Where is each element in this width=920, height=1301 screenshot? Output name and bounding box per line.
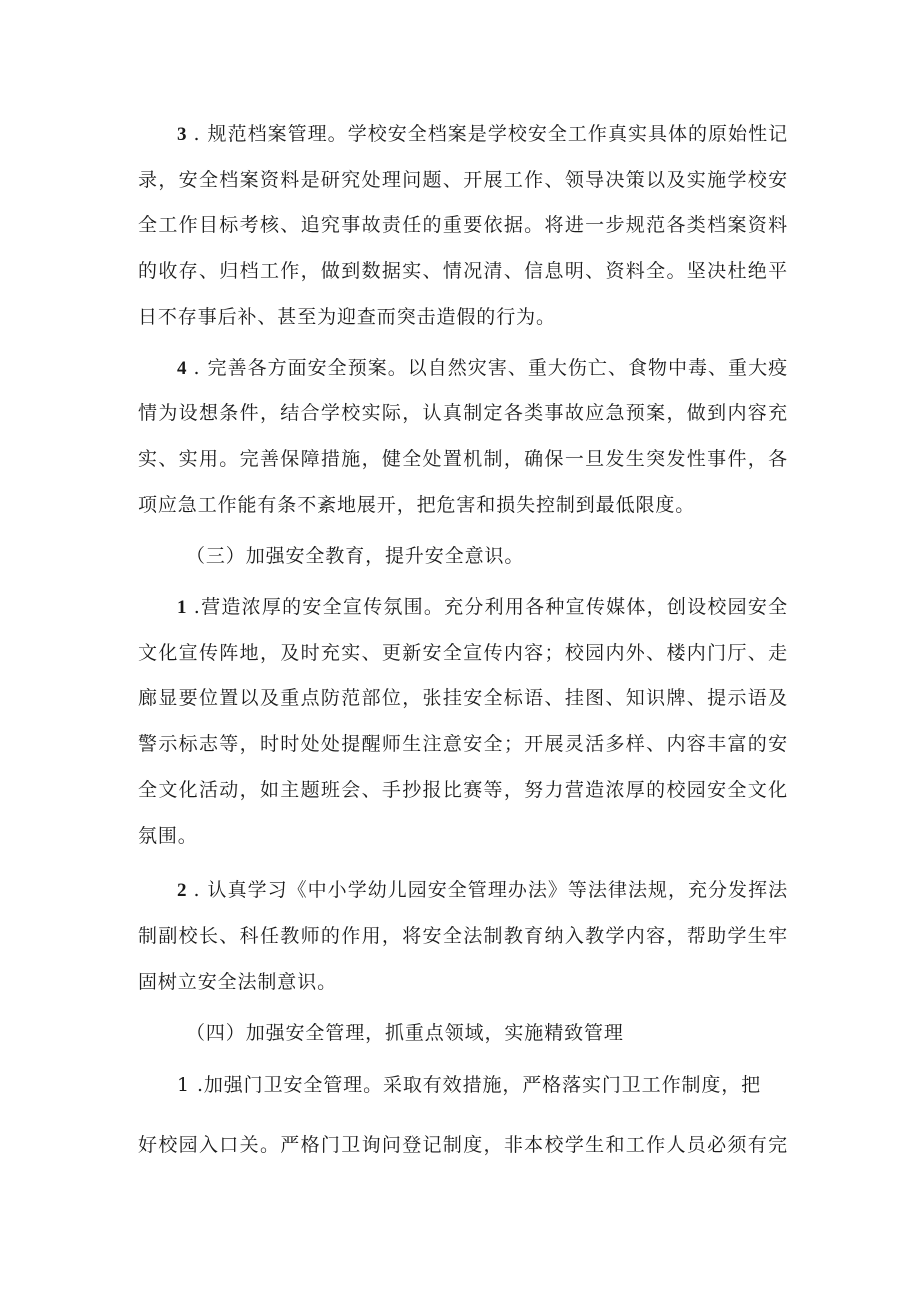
section-heading-safety-management: （四）加强安全管理，抓重点领域，实施精致管理 bbox=[186, 1022, 624, 1045]
paragraph-study-regulations bbox=[138, 868, 788, 1005]
paragraph-text: . 完善各方面安全预案。以自然灾害、重大伤亡、食物中毒、重大疫情为设想条件，结合学校实际，认真制定各类事故应急预案，做到内容充实、实用。完善保障措施，健全处置机制，确保一旦发生突发性事件，各项应急工作能有条不紊地展开，把危害和损失控制到最低限度。 bbox=[138, 356, 788, 516]
paragraph-line: 好校园入口关。严格门卫询问登记制度，非本校学生和工作人员必须有完 bbox=[138, 1133, 788, 1156]
paragraph-archive-management bbox=[138, 112, 788, 341]
paragraph-text: . 认真学习《中小学幼儿园安全管理办法》等法律法规，充分发挥法制副校长、科任教师的作用，将安全法制教育纳入教学内容，帮助学生牢固树立安全法制意识。 bbox=[138, 879, 788, 993]
paragraph-line bbox=[138, 1063, 788, 1109]
paragraph-text: .营造浓厚的安全宣传氛围。充分利用各种宣传媒体，创设校园安全文化宣传阵地，及时充实、更新安全宣传内容；校园内外、楼内门厅、走廊显要位置以及重点防范部位，张挂安全标语、挂图、知识牌、提示语及警示标志等，时时处处提醒师生注意安全；开展灵活多样、内容丰富的安全文化活动，如主题班会、手抄报比赛等，努力营造浓厚的校园安全文化氛围。 bbox=[138, 596, 788, 847]
document-body bbox=[138, 112, 788, 1168]
item-number: 3 bbox=[177, 124, 187, 145]
paragraph-safety-atmosphere bbox=[138, 585, 788, 859]
item-number: 4 bbox=[177, 357, 187, 379]
paragraph-text: . 规范档案管理。学校安全档案是学校安全工作真实具体的原始性记录，安全档案资料是研究处理问题、开展工作、领导决策以及实施学校安全工作目标考核、追究事故责任的重要依据。将进一步规范各类档案资料的收存、归档工作，做到数据实、情况清、信息明、资料全。坚决杜绝平日不存事后补、甚至为迎查而突击造假的行为。 bbox=[138, 123, 788, 328]
paragraph-gate-security bbox=[138, 1063, 788, 1168]
item-number: 1 bbox=[177, 597, 187, 619]
paragraph-emergency-plans bbox=[138, 346, 788, 529]
item-number: 1 bbox=[177, 1074, 190, 1097]
section-heading-safety-education: （三）加强安全教育，提升安全意识。 bbox=[186, 545, 525, 568]
paragraph-text: .加强门卫安全管理。采取有效措施，严格落实门卫工作制度，把 bbox=[190, 1074, 762, 1097]
item-number: 2 bbox=[177, 880, 187, 902]
